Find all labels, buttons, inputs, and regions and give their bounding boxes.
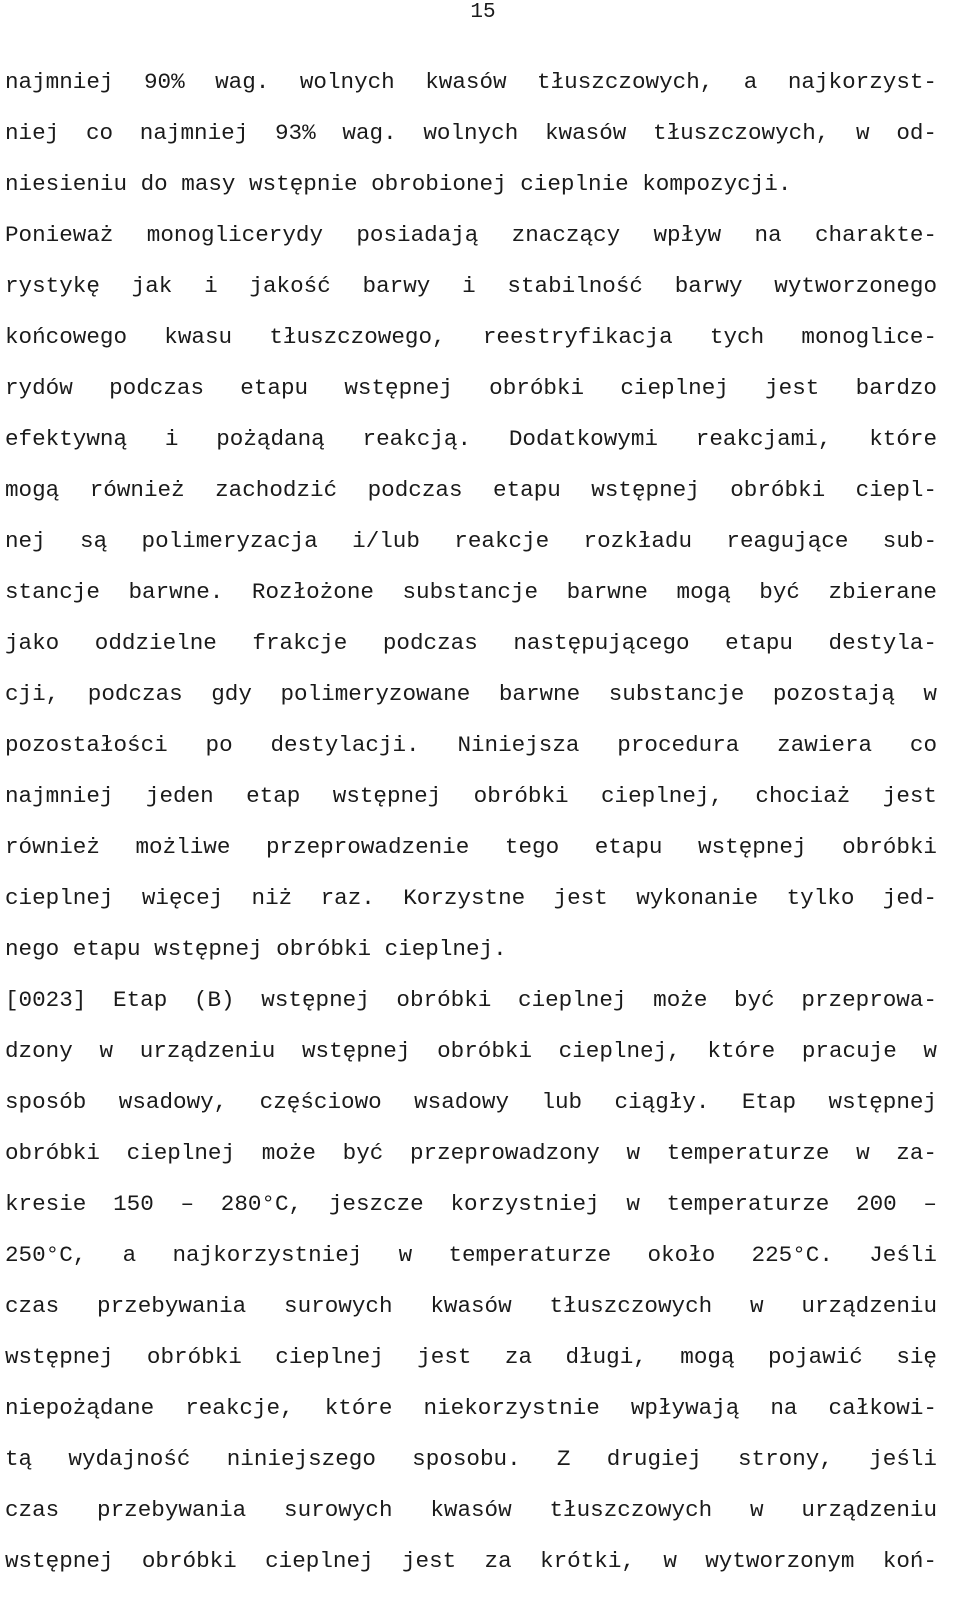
text-line: mogą również zachodzić podczas etapu wstępnej obróbki ciepl- (5, 477, 937, 503)
text-line: wstępnej obróbki cieplnej jest za krótki, w wytworzonym koń- (5, 1548, 937, 1574)
text-line: nego etapu wstępnej obróbki cieplnej. (5, 936, 507, 962)
text-line: cji, podczas gdy polimeryzowane barwne substancje pozostają w (5, 681, 937, 707)
text-line: również możliwe przeprowadzenie tego etapu wstępnej obróbki (5, 834, 937, 860)
text-line: sposób wsadowy, częściowo wsadowy lub ciągły. Etap wstępnej (5, 1089, 937, 1115)
text-line: pozostałości po destylacji. Niniejsza procedura zawiera co (5, 732, 937, 758)
body-text (5, 57, 937, 1587)
text-line: dzony w urządzeniu wstępnej obróbki cieplnej, które pracuje w (5, 1038, 937, 1064)
page-number: 15 (470, 1, 496, 24)
text-line: 250°C, a najkorzystniej w temperaturze około 225°C. Jeśli (5, 1242, 937, 1268)
text-line: najmniej 90% wag. wolnych kwasów tłuszczowych, a najkorzyst- (5, 69, 937, 95)
text-line: niepożądane reakcje, które niekorzystnie wpływają na całkowi- (5, 1395, 937, 1421)
text-line: wstępnej obróbki cieplnej jest za długi, mogą pojawić się (5, 1344, 937, 1370)
paragraph-0023-first-line: [0023] Etap (B) wstępnej obróbki cieplnej może być przeprowa- (5, 987, 937, 1013)
text-line: tą wydajność niniejszego sposobu. Z drugiej strony, jeśli (5, 1446, 937, 1472)
text-line: efektywną i pożądaną reakcją. Dodatkowymi reakcjami, które (5, 426, 937, 452)
text-line: nej są polimeryzacja i/lub reakcje rozkładu reagujące sub- (5, 528, 937, 554)
text-line: końcowego kwasu tłuszczowego, reestryfikacja tych monoglice- (5, 324, 937, 350)
text-line: najmniej jeden etap wstępnej obróbki cieplnej, chociaż jest (5, 783, 937, 809)
text-line: Ponieważ monoglicerydy posiadają znaczący wpływ na charakte- (5, 222, 937, 248)
text-line: rystykę jak i jakość barwy i stabilność barwy wytworzonego (5, 273, 937, 299)
text-line: rydów podczas etapu wstępnej obróbki cieplnej jest bardzo (5, 375, 937, 401)
text-line: czas przebywania surowych kwasów tłuszczowych w urządzeniu (5, 1497, 937, 1523)
text-line: obróbki cieplnej może być przeprowadzony w temperaturze w za- (5, 1140, 937, 1166)
text-line: cieplnej więcej niż raz. Korzystne jest wykonanie tylko jed- (5, 885, 937, 911)
text-line: jako oddzielne frakcje podczas następującego etapu destyla- (5, 630, 937, 656)
text-line: czas przebywania surowych kwasów tłuszczowych w urządzeniu (5, 1293, 937, 1319)
text-line: kresie 150 – 280°C, jeszcze korzystniej w temperaturze 200 – (5, 1191, 937, 1217)
text-line: niej co najmniej 93% wag. wolnych kwasów tłuszczowych, w od- (5, 120, 937, 146)
text-line: niesieniu do masy wstępnie obrobionej cieplnie kompozycji. (5, 171, 792, 197)
text-line: stancje barwne. Rozłożone substancje barwne mogą być zbierane (5, 579, 937, 605)
